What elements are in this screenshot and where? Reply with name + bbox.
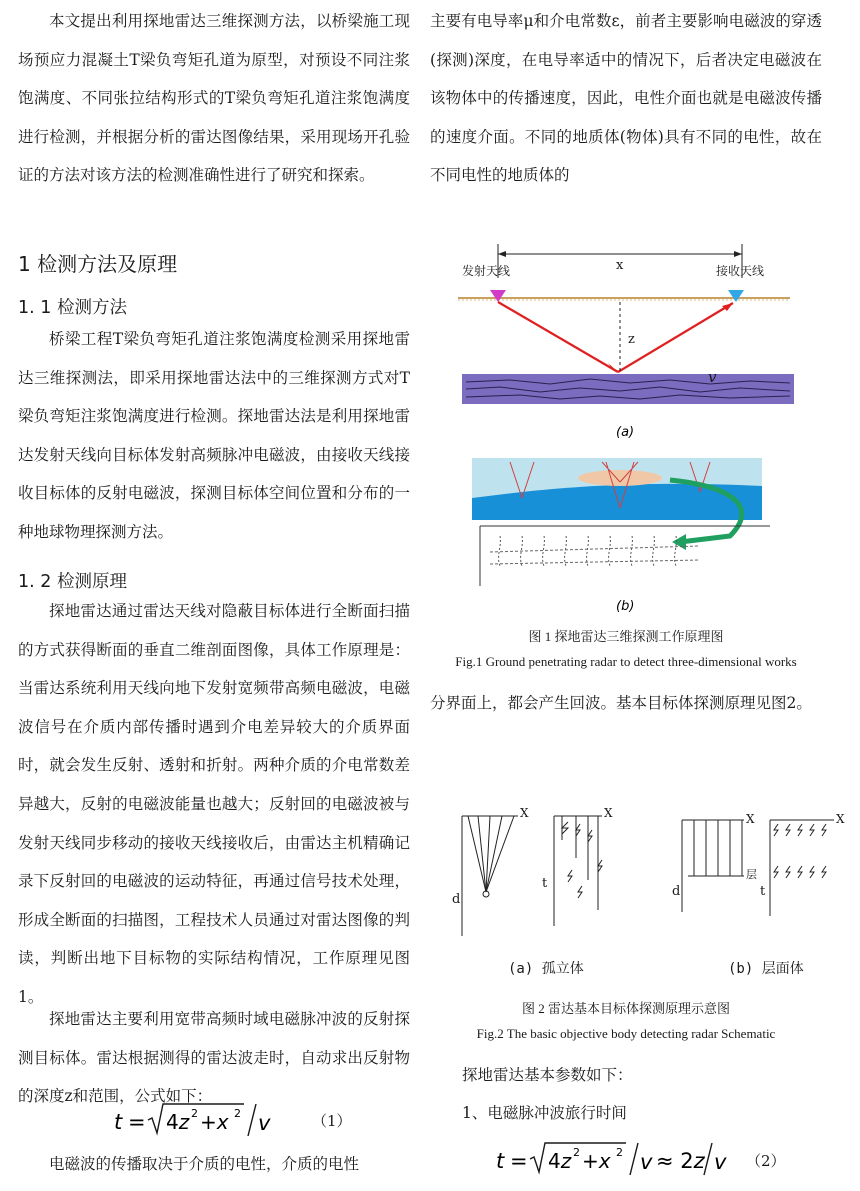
- svg-text:4z: 4z: [166, 1110, 190, 1134]
- figure-1-diagram: [430, 236, 860, 616]
- svg-text:v: v: [640, 1150, 653, 1174]
- paragraph-1-2b: 探地雷达主要利用宽带高频时域电磁脉冲波的反射探测目标体。雷达根据测得的雷达波走时，自动求出反射物的深度z和范围，公式如下：: [18, 1010, 410, 1106]
- paragraph-item-1: 1、电磁脉冲波旅行时间: [462, 1104, 627, 1122]
- paragraph-1-1: 桥梁工程T梁负弯矩孔道注浆饱满度检测采用探地雷达三维探测法，即采用探地雷达法中的三维探测方式对T梁负弯矩注浆饱满度进行检测。探地雷达法是利用探地雷达发射天线向目标体发射高频脉冲电磁波，由接收天线接收目标体的反射电磁波，探测目标体空间位置和分布的一种地球物理探测方法。: [18, 330, 410, 541]
- figure-2a-isolated-right: [554, 816, 602, 926]
- tx-antenna-label: 发射天线: [462, 264, 511, 278]
- fig2b-x-label: X: [746, 812, 755, 826]
- equation-1: [114, 1100, 404, 1140]
- figure-1a-label: (a): [616, 425, 635, 440]
- fig2b-caption: (b) 层面体: [728, 961, 804, 977]
- svg-text:2: 2: [234, 1107, 241, 1120]
- v-velocity-label: v: [708, 368, 717, 386]
- equation-1-number: （1）: [312, 1112, 352, 1130]
- svg-text:t: t: [496, 1149, 505, 1173]
- subsection-heading-1-2: 1. 2 检测原理: [18, 572, 127, 592]
- svg-text:v: v: [258, 1111, 271, 1135]
- section-heading-1: 1 检测方法及原理: [18, 252, 178, 276]
- fig2b-d-label: d: [672, 884, 681, 899]
- figure-2b-layer-left: [682, 820, 744, 912]
- rx-antenna-label: 接收天线: [716, 264, 765, 278]
- svg-text:=: =: [510, 1149, 528, 1173]
- paragraph-1-2a: 探地雷达通过雷达天线对隐蔽目标体进行全断面扫描的方式获得断面的垂直二维剖面图像，具体工作原理是：当雷达系统利用天线向地下发射宽频带高频电磁波，电磁波信号在介质内部传播时遇到介电差异较大的介质界面时，就会发生反射、透射和折射。两种介质的介电常数差异越大，反射的电磁波能量也越大；反射回的电磁波被与发射天线同步移动的接收天线接收后，由雷达主机精确记录下反射回的电磁波的运动特征，再通过信号技术处理，形成全断面的扫描图，工程技术人员通过对雷达图像的判读，判断出地下目标物的实际结构情况，工作原理见图1。: [18, 602, 410, 1006]
- svg-text:2: 2: [191, 1107, 198, 1120]
- figure-1-caption-cn: 图 1 探地雷达三维探测工作原理图: [528, 629, 724, 644]
- fig2a-d-label: d: [452, 892, 461, 907]
- fig2a-t-label: t: [542, 876, 548, 891]
- fig2b-layer-label: 层: [746, 868, 757, 881]
- svg-text:≈ 2z: ≈ 2z: [656, 1149, 705, 1173]
- equation-1-formula: [114, 1100, 334, 1140]
- subsection-heading-1-1: 1. 1 检测方法: [18, 298, 127, 318]
- svg-text:2: 2: [573, 1146, 580, 1159]
- figure-1: [430, 236, 860, 620]
- z-depth-label: z: [628, 332, 635, 347]
- paragraph-top-right: 主要有电导率μ和介电常数ε，前者主要影响电磁波的穿透(探测)深度，在电导率适中的情况下，后者决定电磁波在该物体中的传播速度，因此，电性介面也就是电磁波传播的速度介面。不同的地质体(物体)具有不同的电性，故在不同电性的地质体的: [430, 12, 822, 185]
- figure-2-diagram: [430, 800, 860, 940]
- svg-text:=: =: [128, 1110, 146, 1134]
- figure-2b-layer-right: [770, 820, 834, 916]
- paragraph-1-2c: 电磁波的传播取决于介质的电性，介质的电性: [49, 1155, 360, 1173]
- fig2a-x-label: X: [520, 806, 529, 820]
- svg-text:t: t: [114, 1110, 123, 1134]
- equation-2-formula: [496, 1138, 736, 1180]
- x-distance-label: x: [616, 258, 624, 273]
- fig2b-t-label: t: [760, 884, 766, 899]
- figure-1-caption-en: Fig.1 Ground penetrating radar to detect three-dimensional works: [455, 654, 797, 669]
- equation-2-number: （2）: [746, 1152, 786, 1170]
- equation-2: [496, 1138, 826, 1180]
- svg-text:+x: +x: [200, 1110, 229, 1134]
- figure-2: [430, 800, 860, 990]
- paragraph-mid-right: 分界面上，都会产生回波。基本目标体探测原理见图2。: [430, 694, 812, 712]
- fig2b-x-label-2: X: [836, 812, 845, 826]
- figure-2a-isolated-left: [462, 816, 518, 936]
- figure-1b-label: (b): [616, 599, 635, 614]
- svg-text:+x: +x: [582, 1149, 611, 1173]
- svg-text:v: v: [714, 1150, 727, 1174]
- fig2a-x-label-2: X: [604, 806, 613, 820]
- fig2a-caption: (a) 孤立体: [508, 961, 584, 977]
- figure-2-caption-en: Fig.2 The basic objective body detecting radar Schematic: [476, 1026, 776, 1041]
- figure-1b: [472, 458, 770, 586]
- svg-text:2: 2: [616, 1146, 623, 1159]
- intro-paragraph: 本文提出利用探地雷达三维探测方法，以桥梁施工现场预应力混凝土T梁负弯矩孔道为原型，对预设不同注浆饱满度、不同张拉结构形式的T梁负弯矩孔道注浆饱满度进行检测，并根据分析的雷达图像结果，采用现场开孔验证的方法对该方法的检测准确性进行了研究和探索。: [18, 12, 410, 185]
- paragraph-params: 探地雷达基本参数如下：: [462, 1066, 633, 1084]
- svg-text:4z: 4z: [548, 1149, 572, 1173]
- figure-2-caption-cn: 图 2 雷达基本目标体探测原理示意图: [521, 1001, 730, 1016]
